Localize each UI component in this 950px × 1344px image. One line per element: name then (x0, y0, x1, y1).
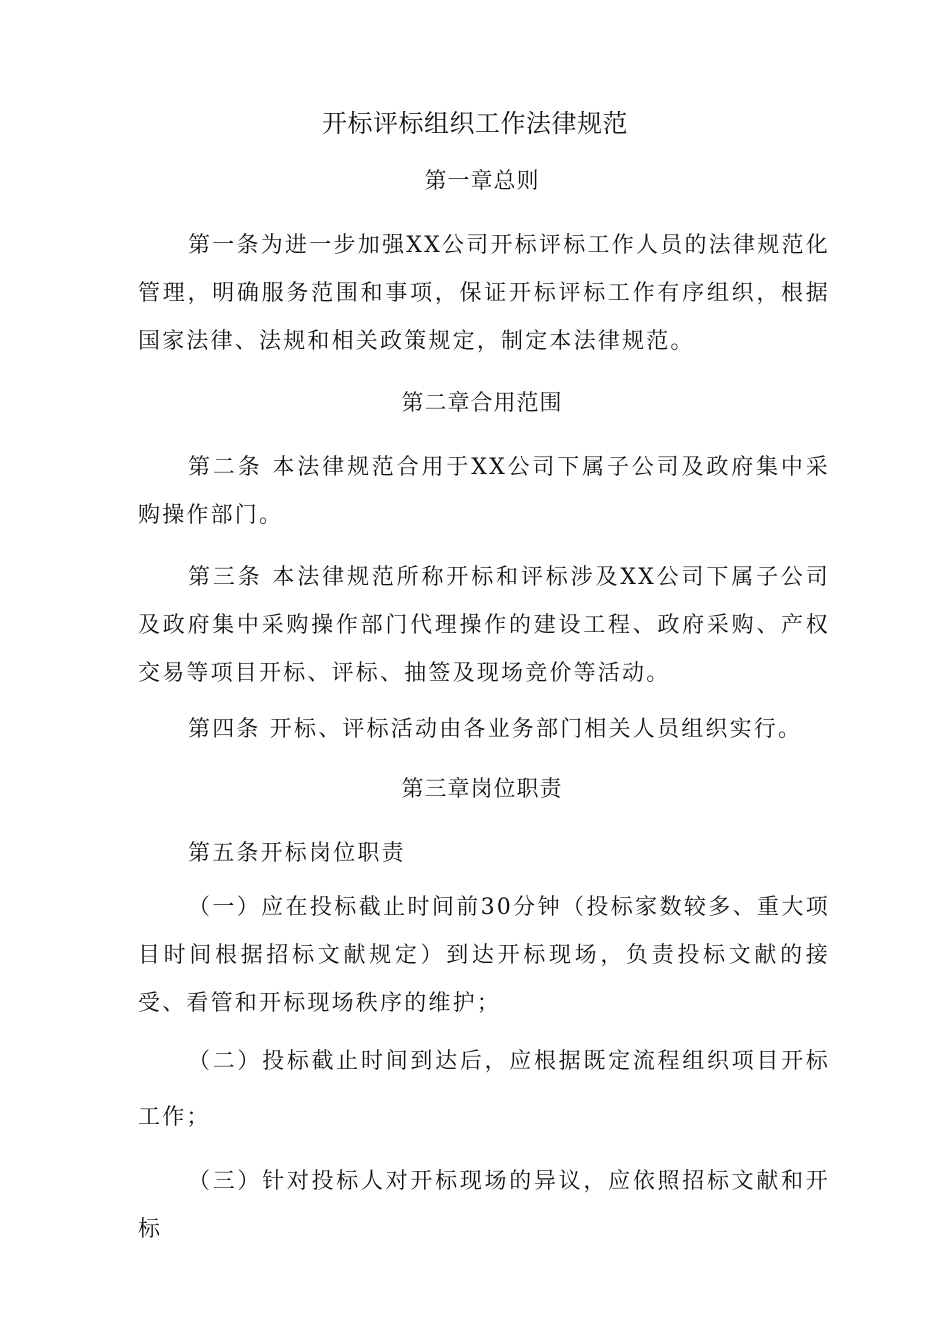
article-5-heading: 第五条开标岗位职责 (188, 841, 406, 866)
chapter-1-heading: 第一章总则 (424, 169, 540, 194)
list-item-1: （一）应在投标截止时间前30分钟（投标家数较多、重大项目时间根据招标文献规定）到达开标现场，负责投标文献的接受、看管和开标现场秩序的维护； (138, 895, 830, 1016)
article-4-paragraph: 第四条 开标、评标活动由各业务部门相关人员组织实行。 (188, 717, 803, 742)
chapter-3-heading: 第三章岗位职责 (401, 777, 563, 802)
article-3-paragraph: 第三条 本法律规范所称开标和评标涉及XX公司下属子公司及政府集中采购操作部门代理操作的建设工程、政府采购、产权交易等项目开标、评标、抽签及现场竞价等活动。 (138, 565, 830, 686)
list-item-2: （二）投标截止时间到达后，应根据既定流程组织项目开标工作； (138, 1049, 830, 1130)
chapter-2-heading: 第二章合用范围 (401, 391, 563, 416)
list-item-3: （三）针对投标人对开标现场的异议，应依照招标文献和开标 (138, 1169, 830, 1242)
article-1-paragraph: 第一条为进一步加强XX公司开标评标工作人员的法律规范化管理，明确服务范围和事项，保证开标评标工作有序组织，根据国家法律、法规和相关政策规定，制定本法律规范。 (138, 233, 830, 354)
article-2-paragraph: 第二条 本法律规范合用于XX公司下属子公司及政府集中采购操作部门。 (138, 455, 830, 528)
document-title: 开标评标组织工作法律规范 (321, 109, 628, 138)
